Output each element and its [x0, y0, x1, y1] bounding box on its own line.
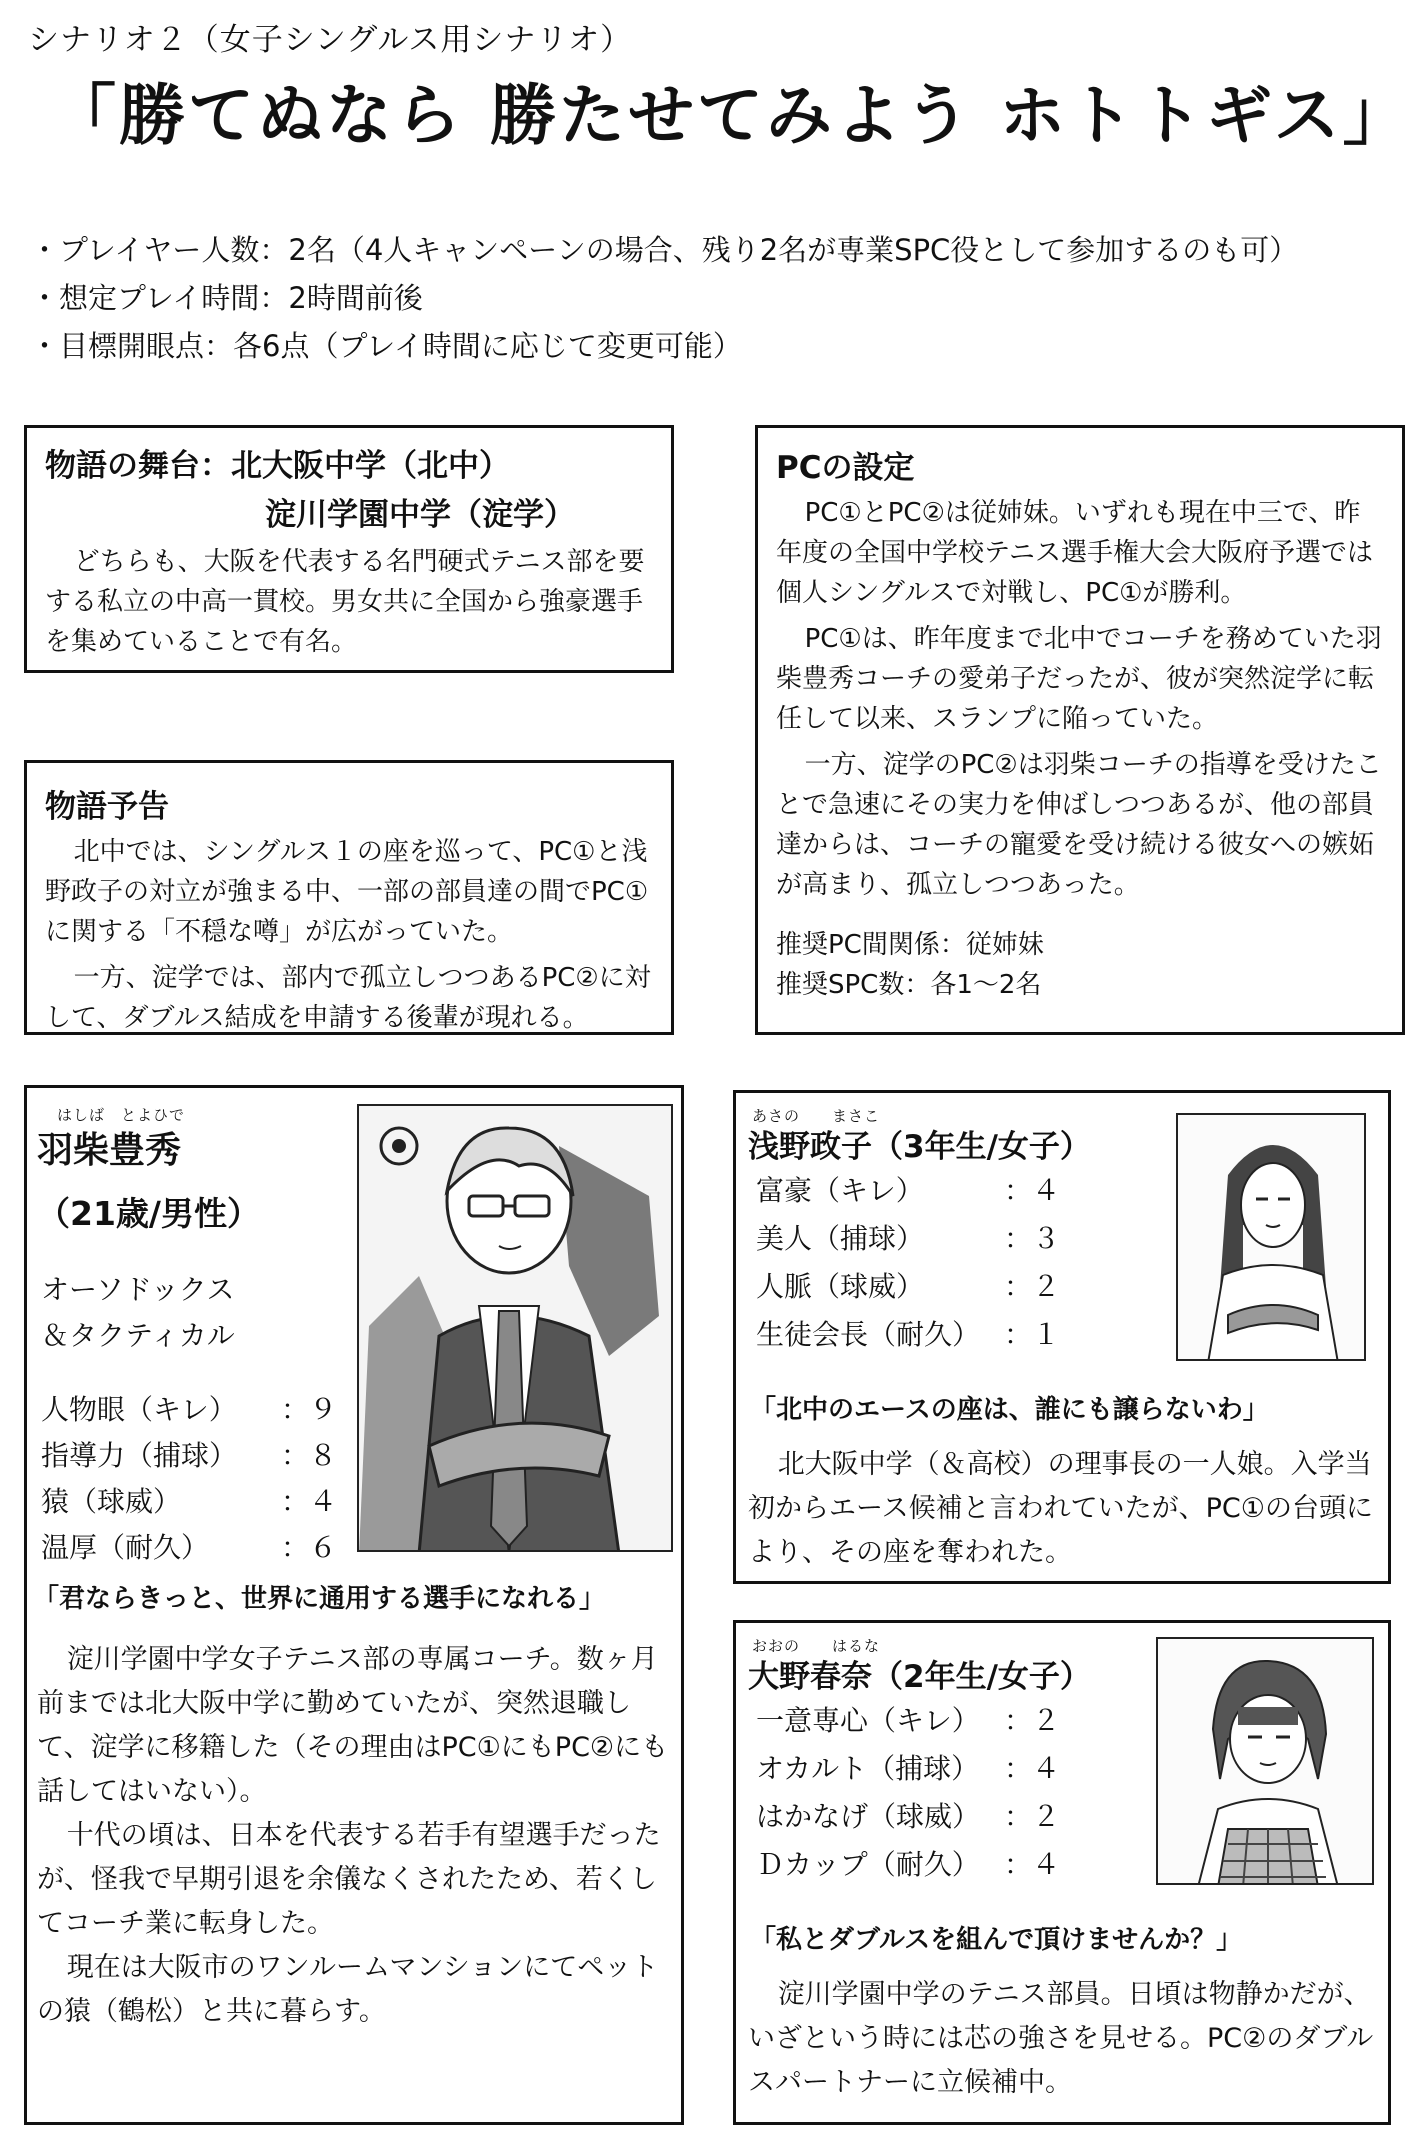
- description-paragraph: 現在は大阪市のワンルームマンションにてペットの猿（鶴松）と共に暮らす。: [37, 1952, 659, 2027]
- stat-row: [756, 1747, 1061, 1787]
- stat-row: [756, 1265, 1061, 1305]
- scenario-title: 「勝てぬなら 勝たせてみよう ホトトギス」: [50, 77, 1412, 154]
- story-stage-box: [24, 425, 674, 673]
- asano-portrait-illustration: [1176, 1113, 1366, 1361]
- play-style: オーソドックス: [41, 1273, 235, 1306]
- character-card-asano: [733, 1090, 1391, 1584]
- stat-row: [756, 1169, 1061, 1209]
- character-quote: 「北中のエースの座は、誰にも譲らないわ」: [750, 1395, 1269, 1425]
- name-reading: はしば とよひで: [57, 1106, 186, 1124]
- stat-label: 一意専心（キレ）: [756, 1704, 980, 1737]
- stat-label: 人物眼（キレ）: [41, 1393, 237, 1426]
- stage-text: どちらも、大阪を代表する名門硬式テニス部を要する私立の中高一貫校。男女共に全国から強豪選手を集めていることで有名。: [45, 547, 645, 657]
- character-description: 北大阪中学（＆高校）の理事長の一人娘。入学当初からエース候補と言われていたが、PC①の台頭により、その座を奪われた。: [748, 1449, 1373, 1568]
- hashiba-portrait-illustration: [357, 1104, 673, 1552]
- name-reading: あさの まさこ: [752, 1107, 881, 1125]
- name-reading: おおの はるな: [752, 1637, 881, 1655]
- stat-row: [756, 1217, 1061, 1257]
- description-paragraph: 淀川学園中学女子テニス部の専属コーチ。数ヶ月前までは北大阪中学に勤めていたが、突然退職して、淀学に移籍した（その理由はPC①にもPC②にも話してはいない）。: [37, 1644, 669, 1807]
- preview-paragraph: 北中では、シングルス１の座を巡って、PC①と浅野政子の対立が強まる中、一部の部員達の間でPC①に関する「不穏な噂」が広がっていた。: [45, 837, 649, 947]
- stat-label: Ｄカップ（耐久）: [756, 1848, 980, 1881]
- stat-row: [756, 1843, 1061, 1883]
- stat-row: [756, 1699, 1061, 1739]
- scenario-subtitle: シナリオ２（女子シングルス用シナリオ）: [28, 22, 633, 58]
- stat-value: ：２: [1004, 1270, 1061, 1303]
- pc-settings-paragraph: PC①とPC②は従姉妹。いずれも現在中三で、昨年度の全国中学校テニス選手権大会大阪府予選では個人シングルスで対戦し、PC①が勝利。: [776, 498, 1373, 608]
- stat-value: ：４: [1004, 1752, 1061, 1785]
- stat-label: 指導力（捕球）: [41, 1439, 238, 1472]
- scenario-info-list: [30, 226, 1298, 370]
- stat-value: ：４: [1004, 1848, 1061, 1881]
- pc-settings-box: [755, 425, 1405, 1035]
- preview-heading: 物語予告: [45, 789, 169, 825]
- description-paragraph: 十代の頃は、日本を代表する若手有望選手だったが、怪我で早期引退を余儀なくされたため、若くしてコーチ業に転身した。: [37, 1820, 661, 1939]
- stat-row: [41, 1480, 338, 1520]
- character-quote: 「君ならきっと、世界に通用する選手になれる」: [33, 1584, 606, 1614]
- stat-value: ：４: [281, 1485, 338, 1518]
- stat-row: [756, 1795, 1061, 1835]
- info-target-points: ・目標開眼点：各6点（プレイ時間に応じて変更可能）: [30, 329, 742, 363]
- pc-settings-heading: PCの設定: [776, 450, 915, 486]
- stat-label: はかなげ（球威）: [756, 1800, 981, 1833]
- character-name: 大野春奈（2年生/女子）: [748, 1659, 1091, 1695]
- stat-value: ：８: [281, 1439, 338, 1472]
- character-card-hashiba: [24, 1085, 684, 2125]
- ono-portrait-illustration: [1156, 1637, 1374, 1885]
- stat-value: ：１: [1004, 1318, 1061, 1351]
- stat-label: 温厚（耐久）: [41, 1531, 210, 1564]
- character-description: 淀川学園中学のテニス部員。日頃は物静かだが、いざという時には芯の強さを見せる。PC②のダブルスパートナーに立候補中。: [748, 1979, 1374, 2098]
- recommended-relation: 推奨PC間関係：従姉妹: [776, 930, 1044, 960]
- character-name: 羽柴豊秀: [37, 1130, 182, 1171]
- stat-value: ：３: [1004, 1222, 1061, 1255]
- stat-value: ：２: [1004, 1704, 1061, 1737]
- character-quote: 「私とダブルスを組んで頂けませんか？」: [750, 1925, 1243, 1955]
- info-play-time: ・想定プレイ時間：2時間前後: [30, 281, 423, 315]
- stat-value: ：４: [1004, 1174, 1061, 1207]
- preview-paragraph: 一方、淀学では、部内で孤立しつつあるPC②に対して、ダブルス結成を申請する後輩が現れる。: [45, 963, 651, 1033]
- info-player-count: ・プレイヤー人数：2名（4人キャンペーンの場合、残り2名が専業SPC役として参加するのも可）: [30, 233, 1299, 267]
- character-age: （21歳/男性）: [37, 1194, 260, 1233]
- character-name: 浅野政子（3年生/女子）: [748, 1129, 1091, 1165]
- character-card-ono: [733, 1620, 1391, 2125]
- stage-heading-second: 淀川学園中学（淀学）: [265, 497, 575, 533]
- stage-heading: 物語の舞台：北大阪中学（北中）: [45, 448, 510, 484]
- pc-settings-paragraph: 一方、淀学のPC②は羽柴コーチの指導を受けたことで急速にその実力を伸ばしつつあるが、他の部員達からは、コーチの寵愛を受け続ける彼女への嫉妬が高まり、孤立しつつあった。: [776, 750, 1382, 900]
- stat-row: [41, 1526, 338, 1566]
- stat-label: 美人（捕球）: [756, 1222, 925, 1255]
- recommended-spc-count: 推奨SPC数：各1～2名: [776, 970, 1042, 1000]
- stat-row: [756, 1313, 1061, 1353]
- stat-row: [41, 1434, 338, 1474]
- stat-value: ：２: [1004, 1800, 1061, 1833]
- stat-value: ：６: [281, 1531, 338, 1564]
- story-preview-box: [24, 760, 674, 1035]
- stat-value: ：９: [281, 1393, 338, 1426]
- pc-settings-paragraph: PC①は、昨年度まで北中でコーチを務めていた羽柴豊秀コーチの愛弟子だったが、彼が突然淀学に転任して以来、スランプに陥っていた。: [776, 624, 1382, 734]
- stat-label: 富豪（キレ）: [756, 1174, 924, 1207]
- play-style: ＆タクティカル: [41, 1319, 235, 1352]
- stat-label: オカルト（捕球）: [756, 1752, 980, 1785]
- stat-label: 生徒会長（耐久）: [756, 1318, 981, 1351]
- character-description: [37, 1638, 669, 2034]
- stat-label: 猿（球威）: [41, 1485, 182, 1518]
- stat-row: [41, 1388, 338, 1428]
- stat-label: 人脈（球威）: [756, 1270, 925, 1303]
